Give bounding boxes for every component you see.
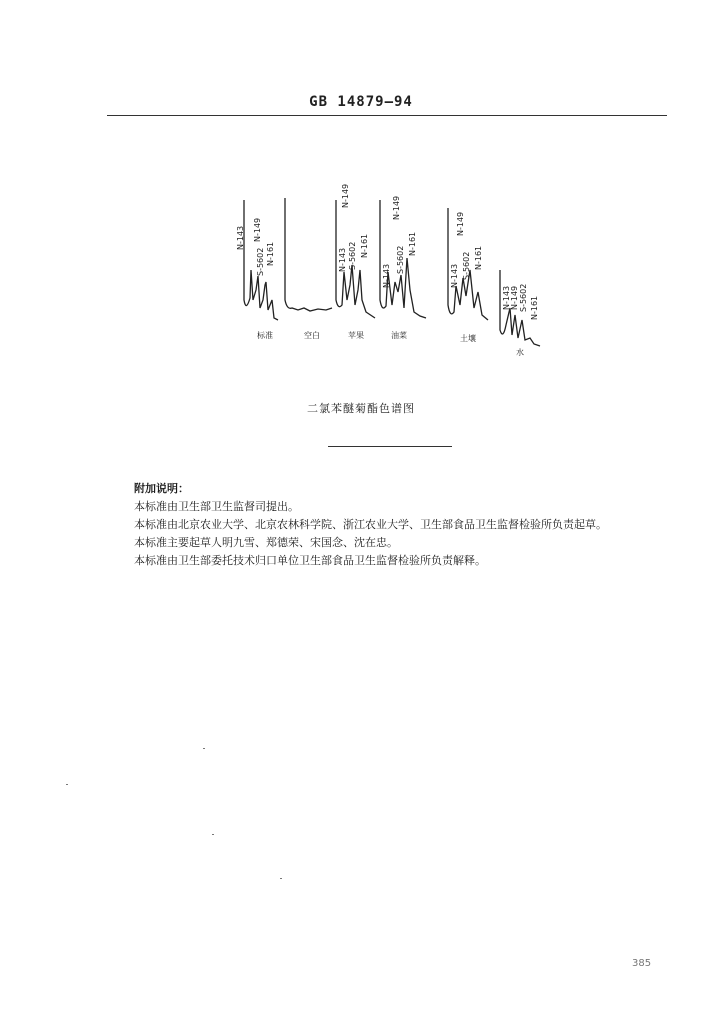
peak-label: N-161	[360, 233, 369, 258]
scan-speck	[203, 748, 205, 749]
peak-label: N-143	[450, 263, 459, 288]
peak-label: S-5602	[462, 251, 471, 280]
sample-label-apple: 苹果	[348, 331, 364, 340]
figure-caption: 二氯苯醚菊酯色谱图	[307, 402, 415, 415]
sample-label-rape: 油菜	[391, 331, 407, 340]
peak-label: N-149	[341, 183, 350, 208]
peak-label: S-5602	[256, 247, 265, 276]
sample-label-standard: 标准	[257, 331, 273, 340]
additional-notes	[134, 480, 674, 570]
peak-label: N-161	[266, 241, 275, 266]
notes-line: 本标准由北京农业大学、北京农林科学院、浙江农业大学、卫生部食品卫生监督检验所负责起草。	[134, 518, 607, 531]
peak-label: N-143	[502, 285, 511, 310]
peak-label: N-143	[236, 225, 245, 250]
chromatogram-figure	[0, 0, 722, 380]
peak-label: N-149	[510, 285, 519, 310]
trace-blank	[285, 198, 332, 311]
notes-heading: 附加说明：	[134, 482, 189, 495]
sample-label-blank: 空白	[304, 331, 320, 340]
scan-speck	[280, 878, 282, 879]
notes-line: 本标准由卫生部委托技术归口单位卫生部食品卫生监督检验所负责解释。	[134, 554, 486, 567]
peak-label: S-5602	[396, 245, 405, 274]
standard-code-header: GB 14879—94	[309, 94, 413, 110]
peak-label: S-5602	[348, 241, 357, 270]
scan-speck	[66, 784, 68, 785]
caption-rule	[328, 446, 452, 447]
notes-line: 本标准主要起草人明九雪、郑德荣、宋国念、沈在忠。	[134, 536, 398, 549]
sample-label-water: 水	[516, 348, 524, 357]
peak-label: N-143	[382, 263, 391, 288]
peak-label: S-5602	[519, 283, 528, 312]
peak-label: N-149	[392, 195, 401, 220]
scan-speck	[212, 834, 214, 835]
notes-line: 本标准由卫生部卫生监督司提出。	[134, 500, 299, 513]
peak-label: N-161	[530, 295, 539, 320]
peak-label: N-149	[253, 217, 262, 242]
chromatogram-traces	[0, 0, 722, 380]
peak-label: N-149	[456, 211, 465, 236]
sample-label-soil: 土壤	[460, 334, 476, 343]
peak-label: N-161	[474, 245, 483, 270]
peak-label: N-143	[338, 247, 347, 272]
page-number: 385	[632, 958, 652, 969]
peak-label: N-161	[408, 231, 417, 256]
